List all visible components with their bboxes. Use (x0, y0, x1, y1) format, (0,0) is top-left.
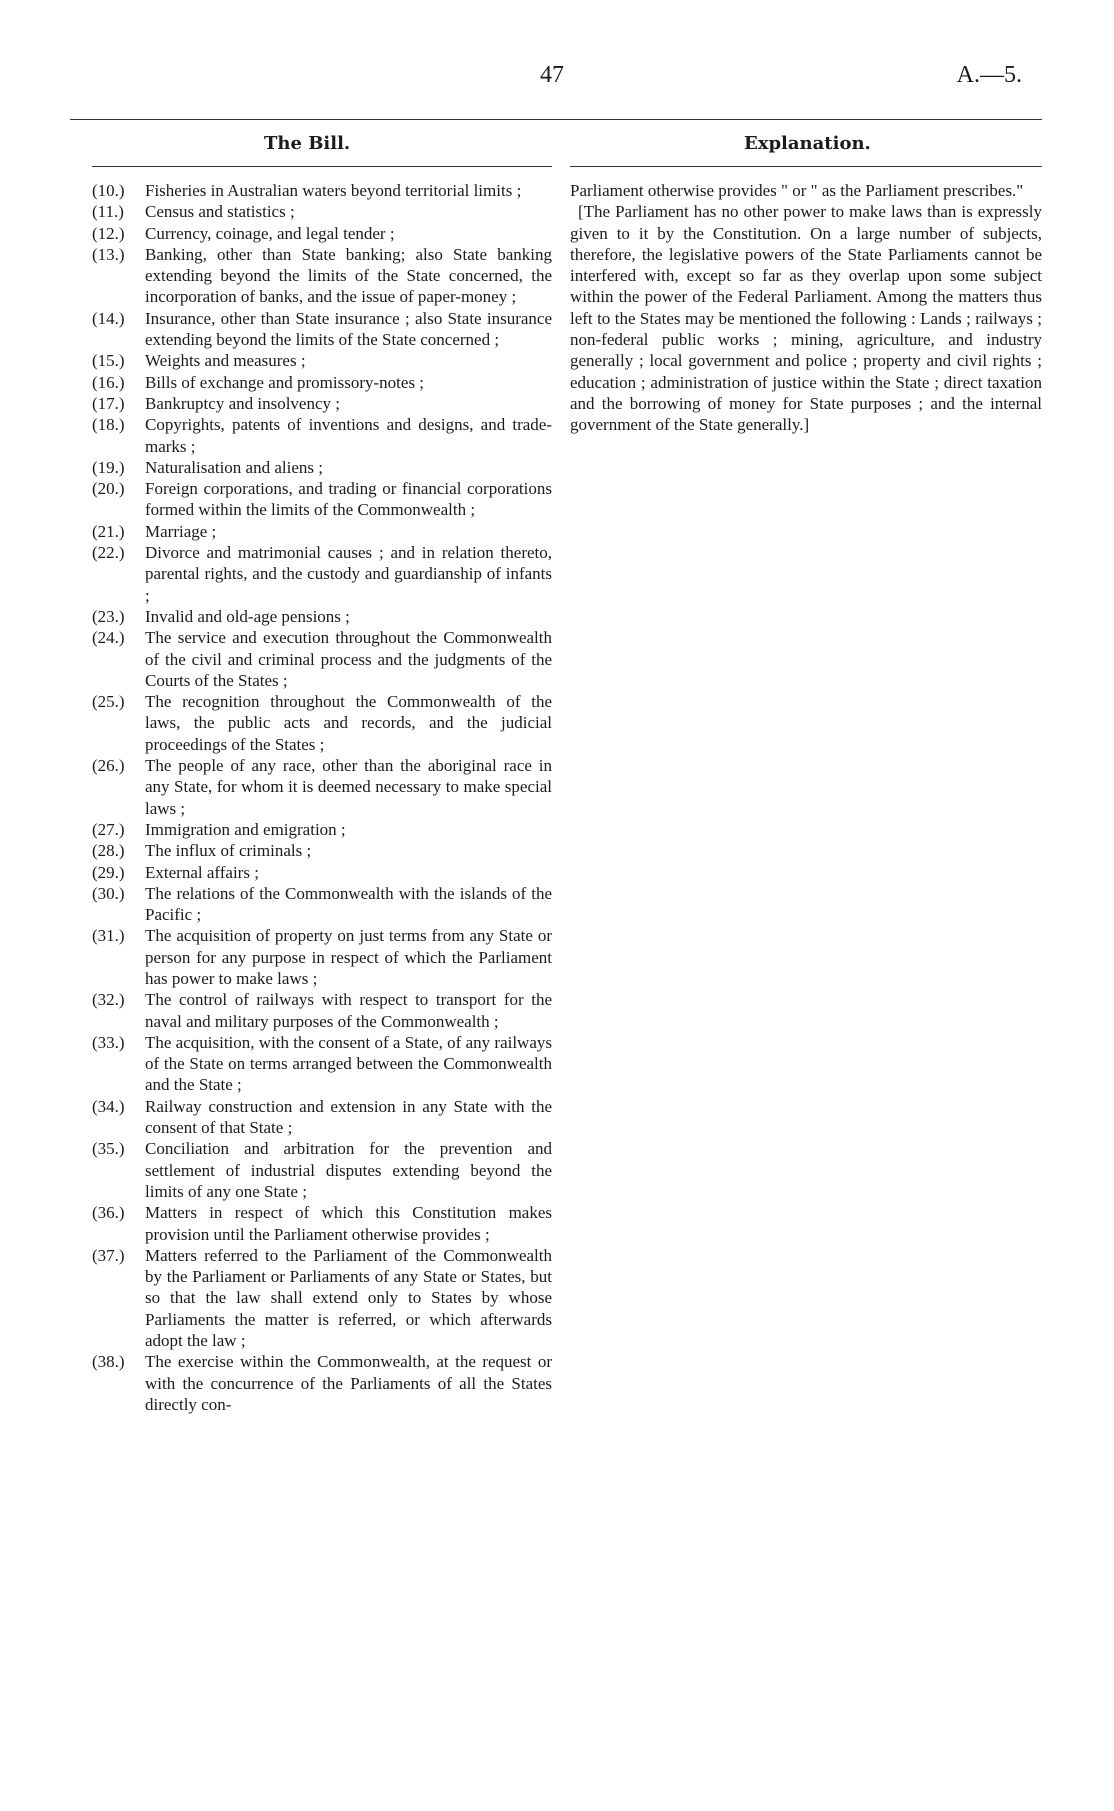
bill-item (92, 819, 552, 840)
bill-item-number: (13.) (92, 244, 125, 264)
bill-item (92, 627, 552, 691)
bill-item-number: (27.) (92, 819, 125, 839)
bill-item-text: The service and execution throughout the Commonwealth of the civil and criminal process and the judgments of the Courts of the States ; (145, 628, 552, 690)
bill-item (92, 606, 552, 627)
bill-item (92, 201, 552, 222)
bill-item-number: (25.) (92, 692, 125, 712)
bill-item-number: (18.) (92, 415, 125, 435)
bill-item-text: Railway construction and extension in any State with the consent of that State ; (145, 1096, 552, 1138)
bill-item (92, 393, 552, 414)
bill-item (92, 350, 552, 371)
bill-item-text: The acquisition, with the consent of a State, of any railways of the State on terms arranged between the Commonwealth and the State ; (145, 1032, 552, 1095)
bill-item-number: (10.) (92, 181, 125, 200)
bill-item (92, 883, 552, 926)
bill-item (92, 180, 552, 201)
bill-item-number: (38.) (92, 1352, 125, 1372)
bill-item (92, 223, 552, 244)
bill-item-number: (34.) (92, 1096, 125, 1116)
bill-item (92, 1096, 552, 1139)
bill-item-text: Foreign corporations, and trading or financial corporations formed within the limits of the Commonwealth ; (145, 479, 552, 520)
bill-item (92, 989, 552, 1032)
bill-item (92, 244, 552, 308)
bill-item-text: Marriage ; (145, 521, 217, 541)
bill-item (92, 925, 552, 989)
bill-item-text: Matters in respect of which this Constitution makes provision until the Parliament otherwise provides ; (145, 1203, 552, 1244)
bill-item-text: Matters referred to the Parliament of the Commonwealth by the Parliament or Parliaments of any State or States, but so that the law shall extend only to States by whose Parliaments the matter is referred, or which afterwards adopt the law ; (145, 1245, 552, 1351)
bill-item-number: (31.) (92, 926, 125, 946)
bill-column-rule (92, 166, 552, 167)
bill-item-number: (37.) (92, 1245, 125, 1265)
bill-item-number: (15.) (92, 351, 125, 371)
bill-column-title: The Bill. (264, 133, 351, 154)
bill-item (92, 372, 552, 393)
bill-item (92, 1245, 552, 1351)
bill-item (92, 1138, 552, 1202)
bill-item (92, 457, 552, 478)
bill-item (92, 308, 552, 351)
bill-item-number: (16.) (92, 372, 125, 392)
bill-item-text: Copyrights, patents of inventions and designs, and trade-marks ; (145, 415, 552, 456)
bill-item-text: Conciliation and arbitration for the prevention and settlement of industrial disputes extending beyond the limits of any one State ; (145, 1139, 552, 1201)
bill-item (92, 1351, 552, 1415)
explanation-paragraph: Parliament otherwise provides " or " as the Parliament prescribes." (570, 181, 1024, 200)
page-header (0, 62, 1114, 92)
bill-item-number: (23.) (92, 606, 125, 626)
explanation-column-title: Explanation. (744, 133, 871, 154)
bill-item-number: (14.) (92, 308, 125, 328)
bill-item (92, 755, 552, 819)
bill-item-number: (36.) (92, 1203, 125, 1223)
header-rule (70, 119, 1042, 120)
bill-item-number: (29.) (92, 862, 125, 882)
bill-item-text: Immigration and emigration ; (145, 819, 346, 839)
bill-item-number: (17.) (92, 393, 125, 413)
bill-item-number: (33.) (92, 1032, 125, 1052)
bill-item-number: (11.) (92, 202, 124, 222)
bill-item-text: The exercise within the Commonwealth, at the request or with the concurrence of the Parliaments of all the States directly con- (145, 1352, 552, 1414)
bill-item-text: Divorce and matrimonial causes ; and in relation thereto, parental rights, and the custody and guardianship of infants ; (145, 543, 552, 605)
bill-item-text: The influx of criminals ; (145, 841, 312, 861)
bill-item-text: Weights and measures ; (145, 351, 306, 371)
bill-item-text: Banking, other than State banking; also State banking extending beyond the limits of the State concerned, the incorporation of banks, and the issue of paper-money ; (145, 244, 552, 307)
bill-item-text: Insurance, other than State insurance ; also State insurance extending beyond the limits of the State concerned ; (145, 308, 552, 350)
explanation-paragraph: [The Parliament has no other power to make laws than is expressly given to it by the Constitution. On a large number of subjects, therefore, the legislative powers of the State Parliaments cannot be interfered with, except so far as they overlap upon some subject within the power of the Federal Parliament. Among the matters thus left to the States may be mentioned the following : Lands ; railways ; non-federal public works ; mining, agriculture, and industry generally ; local government and police ; property and civil rights ; education ; administration of justice within the State ; direct taxation and the borrowing of money for State purposes ; and the internal government of the State generally.] (570, 202, 1042, 435)
bill-item (92, 862, 552, 883)
bill-item-number: (19.) (92, 457, 125, 477)
bill-item-text: The relations of the Commonwealth with the islands of the Pacific ; (145, 883, 552, 925)
bill-item-number: (28.) (92, 841, 125, 861)
bill-item-text: Bills of exchange and promissory-notes ; (145, 372, 425, 392)
bill-item-text: The control of railways with respect to transport for the naval and military purposes of the Commonwealth ; (145, 990, 552, 1031)
bill-item-text: Naturalisation and aliens ; (145, 457, 323, 477)
bill-item (92, 1202, 552, 1245)
bill-item (92, 840, 552, 861)
bill-item (92, 521, 552, 542)
bill-item (92, 478, 552, 521)
bill-item-text: Fisheries in Australian waters beyond territorial limits ; (145, 181, 522, 200)
page-number: 47 (540, 62, 564, 88)
bill-item-number: (20.) (92, 479, 125, 499)
bill-item-number: (12.) (92, 223, 125, 243)
bill-item-number: (35.) (92, 1139, 125, 1159)
bill-item (92, 414, 552, 457)
bill-item-text: Invalid and old-age pensions ; (145, 606, 350, 626)
bill-item-text: The recognition throughout the Commonwealth of the laws, the public acts and records, and the judicial proceedings of the States ; (145, 692, 552, 754)
explanation-column (570, 180, 1042, 436)
bill-item-number: (26.) (92, 756, 125, 776)
bill-item-number: (21.) (92, 521, 125, 541)
bill-item (92, 691, 552, 755)
bill-item-text: Census and statistics ; (145, 202, 295, 222)
bill-item-text: Currency, coinage, and legal tender ; (145, 223, 395, 243)
page-reference: A.—5. (956, 62, 1022, 88)
bill-item-number: (30.) (92, 883, 125, 903)
bill-item-text: The people of any race, other than the aboriginal race in any State, for whom it is deemed necessary to make special laws ; (145, 756, 552, 818)
bill-item-text: External affairs ; (145, 862, 259, 882)
bill-item-number: (32.) (92, 990, 125, 1010)
bill-item-number: (22.) (92, 543, 125, 563)
bill-item-text: Bankruptcy and insolvency ; (145, 393, 340, 413)
bill-item (92, 542, 552, 606)
bill-list (92, 180, 552, 1415)
explanation-column-rule (570, 166, 1042, 167)
bill-item (92, 1032, 552, 1096)
bill-item-number: (24.) (92, 628, 125, 648)
bill-item-text: The acquisition of property on just terms from any State or person for any purpose in respect of which the Parliament has power to make laws ; (145, 926, 552, 988)
